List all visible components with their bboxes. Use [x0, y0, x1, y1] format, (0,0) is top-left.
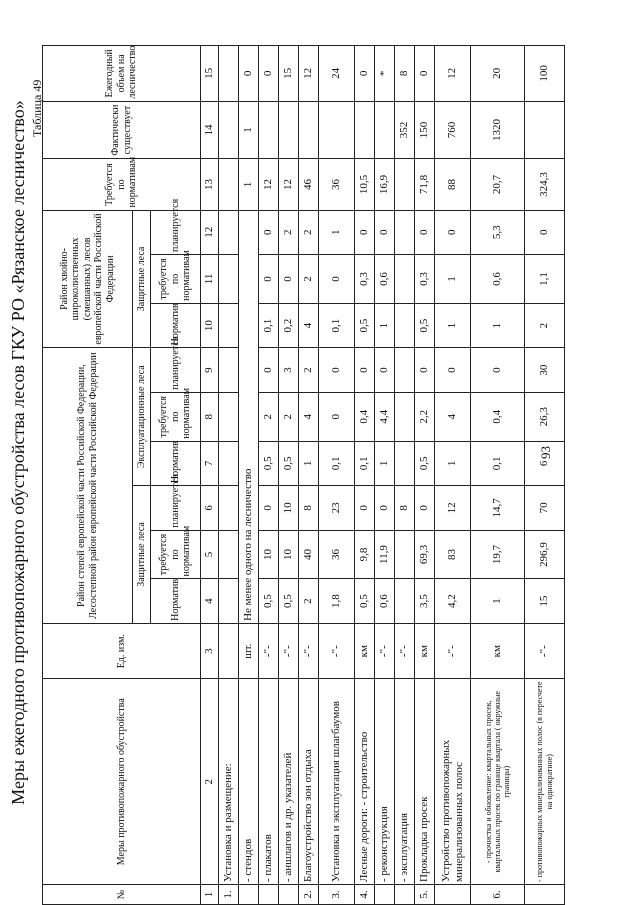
- header-norm: Норматив: [151, 303, 201, 347]
- cell: 20: [471, 46, 525, 102]
- row-num: 3.: [319, 885, 355, 905]
- cell: 0: [259, 210, 279, 254]
- cell: 0,1: [471, 441, 525, 485]
- cell: 0,5: [259, 441, 279, 485]
- header-exploitation: Эксплуатационные леса: [133, 348, 151, 486]
- cell: 12: [279, 159, 299, 210]
- col-num: 9: [201, 348, 219, 392]
- cell: 8: [395, 486, 415, 530]
- row-num: 4.: [355, 885, 375, 905]
- table-row: [299, 46, 319, 905]
- header-required: требуется по нормативам: [151, 254, 201, 303]
- table-row: [375, 46, 395, 905]
- table-row: [395, 46, 415, 905]
- cell: 0: [259, 254, 279, 303]
- cell: 1: [239, 101, 259, 159]
- cell: [355, 101, 375, 159]
- cell: 2: [299, 348, 319, 392]
- cell: 12: [435, 486, 471, 530]
- cell: 296,9: [525, 530, 565, 579]
- header-required: требуется по нормативам: [151, 392, 201, 441]
- cell: 46: [299, 159, 319, 210]
- cell: 2: [299, 210, 319, 254]
- cell: 12: [259, 159, 279, 210]
- col-num: 12: [201, 210, 219, 254]
- header-norm: Норматив: [151, 441, 201, 485]
- cell: 69,3: [415, 530, 435, 579]
- cell: 0,2: [279, 303, 299, 347]
- cell: 5,3: [471, 210, 525, 254]
- row-measure: - аншлагов и др. указателей: [279, 679, 299, 885]
- cell: 19,7: [471, 530, 525, 579]
- cell: 10,5: [355, 159, 375, 210]
- cell: 0: [355, 486, 375, 530]
- cell: 10: [259, 530, 279, 579]
- cell: 15: [279, 46, 299, 102]
- table-row: [239, 46, 259, 905]
- col-num: 15: [201, 46, 219, 102]
- cell: 12: [435, 46, 471, 102]
- column-number-row: [201, 46, 219, 905]
- cell: 0,1: [319, 441, 355, 485]
- cell: 1,1: [525, 254, 565, 303]
- row-num: [375, 885, 395, 905]
- row-unit: шт.: [239, 623, 259, 679]
- row-unit: км: [355, 623, 375, 679]
- cell: 0,4: [355, 392, 375, 441]
- table-row: [415, 46, 435, 905]
- cell: 83: [435, 530, 471, 579]
- row-unit: -"-: [375, 623, 395, 679]
- row-unit: -"-: [395, 623, 415, 679]
- row-unit: -"-: [319, 623, 355, 679]
- row-measure: - прочистка и обновление: квартальных просек, квартальных просек по границе квартала ( окружные границы): [471, 679, 525, 885]
- row-num: 5.: [415, 885, 435, 905]
- row-unit: -"-: [279, 623, 299, 679]
- cell: 8: [299, 486, 319, 530]
- cell: 0: [259, 348, 279, 392]
- header-region1: Район степей европейской части Российской Федерации, Лесостепной район европейской части Российской Федерации: [43, 348, 133, 624]
- table-row: [219, 46, 239, 905]
- table-row: [279, 46, 299, 905]
- row-measure: - плакатов: [259, 679, 279, 885]
- col-num: 11: [201, 254, 219, 303]
- cell: 0,3: [415, 254, 435, 303]
- cell: 1: [435, 441, 471, 485]
- cell: 88: [435, 159, 471, 210]
- cell: 0: [435, 210, 471, 254]
- document-title: Меры ежегодного противопожарного обустройства лесов ГКУ РО «Рязанское лесничество»: [8, 100, 28, 805]
- cell: 324,3: [525, 159, 565, 210]
- cell: 0: [375, 348, 395, 392]
- col-num: 14: [201, 101, 219, 159]
- row-measure: Устройство противопожарных минерализованных полос: [435, 679, 471, 885]
- cell: 0,5: [279, 579, 299, 623]
- row-measure: Установка и размещение:: [219, 679, 239, 885]
- cell: 0: [375, 486, 395, 530]
- cell: 23: [319, 486, 355, 530]
- cell: 70: [525, 486, 565, 530]
- row-num: 1.: [219, 885, 239, 905]
- cell: 2: [299, 254, 319, 303]
- cell: 0: [259, 486, 279, 530]
- cell: 2: [259, 392, 279, 441]
- cell: 0,5: [279, 441, 299, 485]
- cell: 1: [319, 210, 355, 254]
- col-num: 5: [201, 530, 219, 579]
- cell: 100: [525, 46, 565, 102]
- cell: 0,1: [319, 303, 355, 347]
- row-measure: Прокладка просек: [415, 679, 435, 885]
- cell: 36: [319, 159, 355, 210]
- row-unit: км: [471, 623, 525, 679]
- cell: 4,2: [435, 579, 471, 623]
- table-row: [259, 46, 279, 905]
- header-required: требуется по нормативам: [151, 530, 201, 579]
- row-unit: -"-: [525, 623, 565, 679]
- col-num: 2: [201, 679, 219, 885]
- row-unit: -"-: [435, 623, 471, 679]
- cell: 0: [239, 46, 259, 102]
- cell: 0: [415, 348, 435, 392]
- row-measure: - противопожарных минерализованных полос (в пересчете на однократное): [525, 679, 565, 885]
- cell: 36: [319, 530, 355, 579]
- cell: 0: [319, 348, 355, 392]
- row-num: [259, 885, 279, 905]
- cell: 3,5: [415, 579, 435, 623]
- header-measure: Меры противопожарного обустройства: [43, 679, 201, 885]
- header-planned: планируется: [151, 348, 201, 392]
- row-num: [279, 885, 299, 905]
- cell: 0: [415, 486, 435, 530]
- header-protective2: Защитные леса: [133, 210, 151, 348]
- cell: 24: [319, 46, 355, 102]
- table-row: [355, 46, 375, 905]
- cell: 150: [415, 101, 435, 159]
- cell: 0: [279, 254, 299, 303]
- cell: 4: [299, 392, 319, 441]
- cell: 0,6: [471, 254, 525, 303]
- col-num: 8: [201, 392, 219, 441]
- row-measure: - стендов: [239, 679, 259, 885]
- cell: 0,1: [355, 441, 375, 485]
- cell: 0,6: [375, 254, 395, 303]
- cell: 0: [319, 254, 355, 303]
- cell: 0,5: [415, 441, 435, 485]
- col-num: 4: [201, 579, 219, 623]
- header-required-total: Требуется по нормативам: [43, 159, 201, 210]
- cell: 1: [239, 159, 259, 210]
- col-num: 13: [201, 159, 219, 210]
- cell: 0: [471, 348, 525, 392]
- cell: 71,8: [415, 159, 435, 210]
- row-num: [435, 885, 471, 905]
- cell: 0: [375, 210, 395, 254]
- cell: 4: [299, 303, 319, 347]
- cell: 0,5: [415, 303, 435, 347]
- cell: 0: [355, 348, 375, 392]
- cell: 1: [471, 579, 525, 623]
- row-note: Не менее одного на лесничество: [239, 210, 259, 623]
- cell: 2: [525, 303, 565, 347]
- table-number: Таблица 49: [30, 79, 44, 137]
- header-planned: планируется: [151, 486, 201, 530]
- col-num: 3: [201, 623, 219, 679]
- page-number: 93: [538, 446, 553, 459]
- cell: 0: [435, 348, 471, 392]
- cell: 0,3: [355, 254, 375, 303]
- cell: 2: [299, 579, 319, 623]
- cell: 0,6: [375, 579, 395, 623]
- cell: 26,3: [525, 392, 565, 441]
- cell: 11,9: [375, 530, 395, 579]
- row-unit: -"-: [299, 623, 319, 679]
- cell: [299, 101, 319, 159]
- cell: 0,5: [355, 579, 375, 623]
- cell: 1: [375, 441, 395, 485]
- cell: 0: [319, 392, 355, 441]
- row-unit: км: [415, 623, 435, 679]
- row-measure: Установка и эксплуатация шлагбаумов: [319, 679, 355, 885]
- row-unit: -"-: [259, 623, 279, 679]
- header-protective: Защитные леса: [133, 486, 151, 624]
- cell: [319, 101, 355, 159]
- cell: 16,9: [375, 159, 395, 210]
- header-num: №: [43, 885, 201, 905]
- cell: [375, 101, 395, 159]
- cell: 0,1: [259, 303, 279, 347]
- cell: 0: [415, 210, 435, 254]
- cell: 30: [525, 348, 565, 392]
- cell: *: [375, 46, 395, 102]
- row-measure: Благоустройство зон отдыха: [299, 679, 319, 885]
- cell: 20,7: [471, 159, 525, 210]
- cell: 2: [279, 210, 299, 254]
- col-num: 10: [201, 303, 219, 347]
- header-planned: планируется: [151, 210, 201, 254]
- cell: 1: [299, 441, 319, 485]
- cell: 0: [355, 46, 375, 102]
- cell: 0: [259, 46, 279, 102]
- cell: 0: [525, 210, 565, 254]
- table-row: [471, 46, 525, 905]
- cell: 2: [279, 392, 299, 441]
- cell: 10: [279, 530, 299, 579]
- table-row: [319, 46, 355, 905]
- cell: 4,4: [375, 392, 395, 441]
- col-num: 7: [201, 441, 219, 485]
- header-actual: Фактически существует: [43, 101, 201, 159]
- header-norm: Норматив: [151, 579, 201, 623]
- row-measure: - эксплуатация: [395, 679, 415, 885]
- cell: 14,7: [471, 486, 525, 530]
- cell: 3: [279, 348, 299, 392]
- cell: 1: [435, 254, 471, 303]
- cell: [259, 101, 279, 159]
- row-num: 6.: [471, 885, 525, 905]
- cell: 1320: [471, 101, 525, 159]
- cell: 12: [299, 46, 319, 102]
- col-num: 1: [201, 885, 219, 905]
- cell: 1,8: [319, 579, 355, 623]
- fire-measures-table: [42, 45, 565, 905]
- cell: 10: [279, 486, 299, 530]
- row-measure: Лесные дороги: - строительство: [355, 679, 375, 885]
- cell: 0: [415, 46, 435, 102]
- cell: 760: [435, 101, 471, 159]
- cell: 1: [471, 303, 525, 347]
- cell: 15: [525, 579, 565, 623]
- cell: 0,5: [259, 579, 279, 623]
- header-region2: Район хвойно-широколиственных (смешанных) лесов европейской части Российской Федерации: [43, 210, 133, 348]
- cell: 8: [395, 46, 415, 102]
- header-unit: Ед. изм.: [43, 623, 201, 679]
- cell: 1: [435, 303, 471, 347]
- cell: 9,8: [355, 530, 375, 579]
- row-num: 2.: [299, 885, 319, 905]
- cell: [279, 101, 299, 159]
- cell: 352: [395, 101, 415, 159]
- cell: 2,2: [415, 392, 435, 441]
- cell: 0,5: [355, 303, 375, 347]
- table-row: [435, 46, 471, 905]
- cell: 6: [525, 441, 565, 485]
- header-annual: Ежегодный объем на лесничество: [43, 46, 201, 102]
- cell: 0: [355, 210, 375, 254]
- cell: 0,4: [471, 392, 525, 441]
- col-num: 6: [201, 486, 219, 530]
- cell: 40: [299, 530, 319, 579]
- row-measure: - реконструкция: [375, 679, 395, 885]
- cell: 4: [435, 392, 471, 441]
- cell: 1: [375, 303, 395, 347]
